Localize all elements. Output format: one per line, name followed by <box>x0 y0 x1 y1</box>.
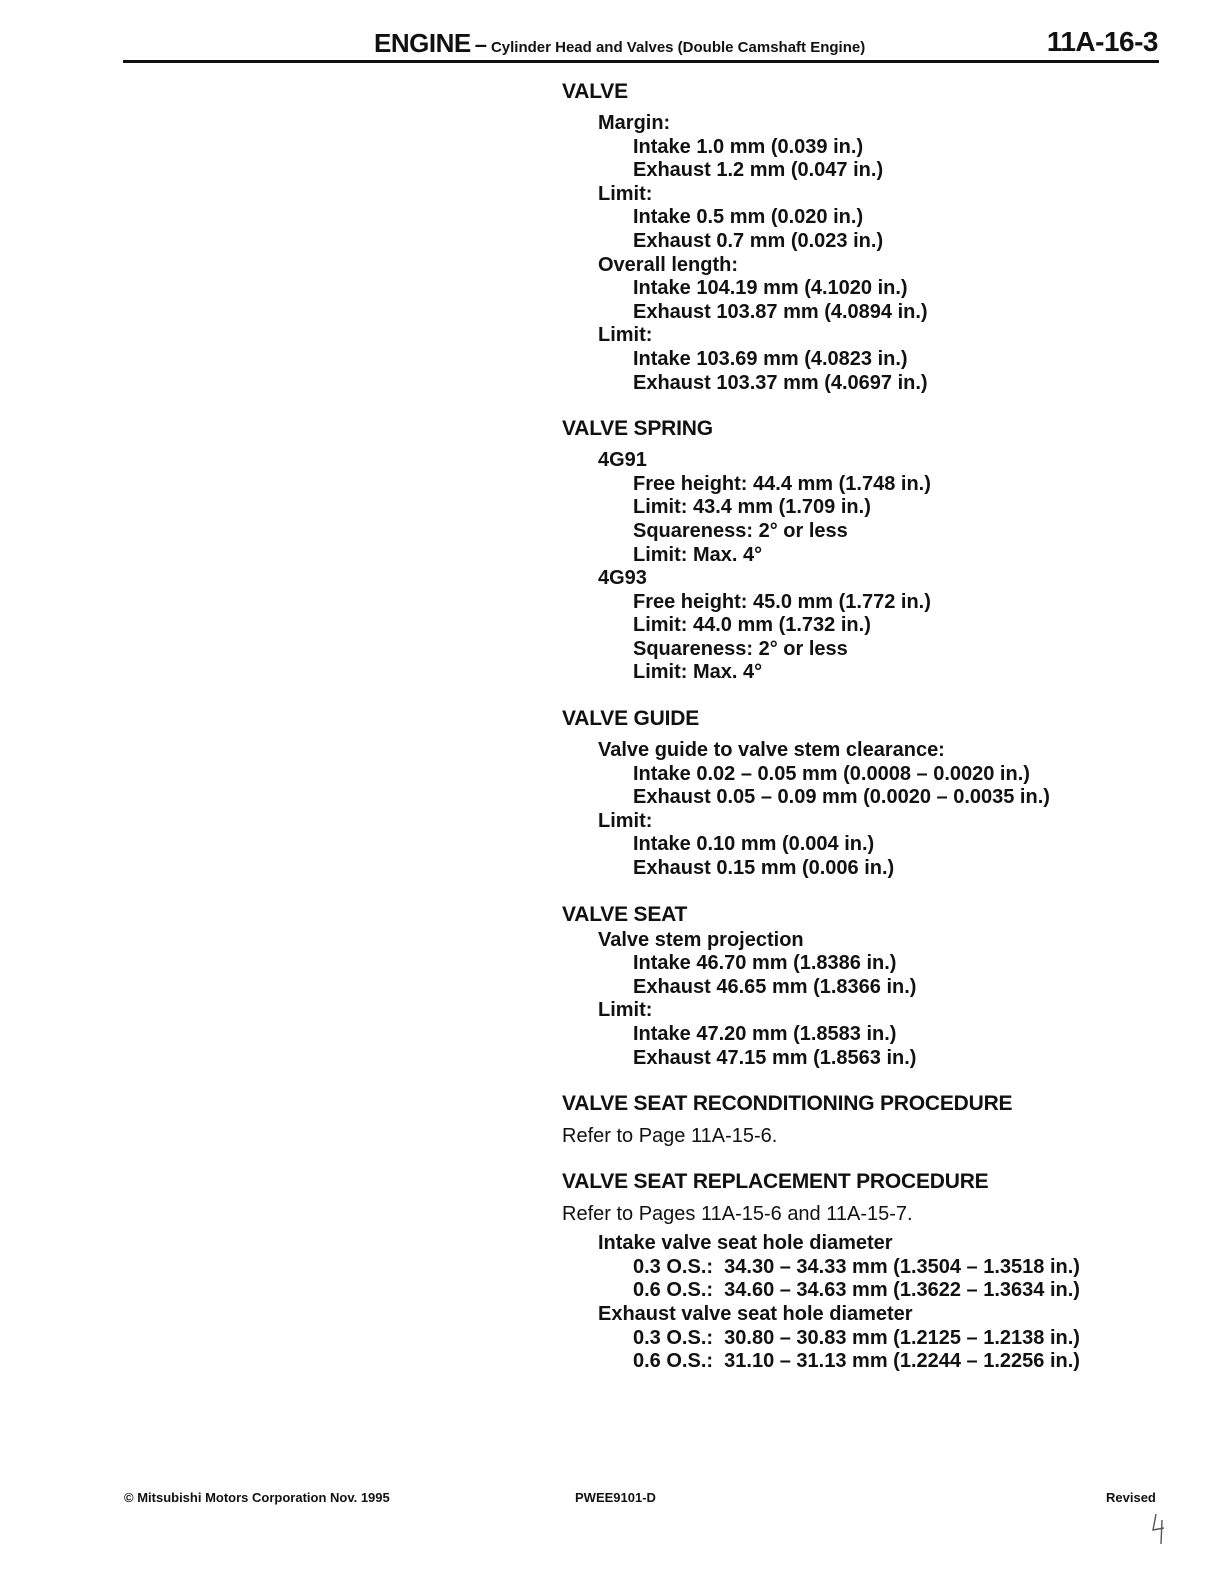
spec-value: 0.6 O.S.: 34.60 – 34.63 mm (1.3622 – 1.3634 in.) <box>633 1279 1080 1302</box>
spec-value: 0.6 O.S.: 31.10 – 31.13 mm (1.2244 – 1.2256 in.) <box>633 1350 1080 1373</box>
section-title-valve-guide: VALVE GUIDE <box>562 707 700 731</box>
spec-content <box>562 80 1162 1396</box>
spec-value: Exhaust 1.2 mm (0.047 in.) <box>633 159 884 182</box>
spec-value: Intake 46.70 mm (1.8386 in.) <box>633 952 897 975</box>
handwritten-mark <box>1148 1510 1174 1548</box>
spec-value: Exhaust 103.37 mm (4.0697 in.) <box>633 371 928 394</box>
section-title-reconditioning: VALVE SEAT RECONDITIONING PROCEDURE <box>562 1092 1013 1116</box>
spec-value: Intake 0.10 mm (0.004 in.) <box>633 833 875 856</box>
spec-value: Free height: 45.0 mm (1.772 in.) <box>633 590 931 613</box>
spec-value: Intake 0.5 mm (0.020 in.) <box>633 206 864 229</box>
spec-value: 0.3 O.S.: 30.80 – 30.83 mm (1.2125 – 1.2138 in.) <box>633 1326 1080 1349</box>
spec-heading: Limit: <box>598 182 653 205</box>
spec-value: Exhaust 0.7 mm (0.023 in.) <box>633 229 884 252</box>
spec-value: Squareness: 2° or less <box>633 637 848 660</box>
spec-value: Exhaust 47.15 mm (1.8563 in.) <box>633 1046 917 1069</box>
reference-text: Refer to Pages 11A-15-6 and 11A-15-7. <box>562 1203 913 1226</box>
section-valve <box>562 80 1162 395</box>
header-dash: – <box>474 32 487 57</box>
page-number: 11A-16-3 <box>1046 26 1158 57</box>
section-valve-seat <box>562 903 1162 1071</box>
spec-heading: Limit: <box>598 809 653 832</box>
spec-value: Exhaust 46.65 mm (1.8366 in.) <box>633 975 917 998</box>
section-replacement <box>562 1170 1162 1374</box>
section-title-replacement: VALVE SEAT REPLACEMENT PROCEDURE <box>562 1170 989 1194</box>
chapter-title: ENGINE <box>374 28 471 58</box>
section-title-valve-spring: VALVE SPRING <box>562 417 713 441</box>
spec-value: Free height: 44.4 mm (1.748 in.) <box>633 472 931 495</box>
spec-heading: Valve stem projection <box>598 928 804 951</box>
spec-value: Intake 1.0 mm (0.039 in.) <box>633 135 864 158</box>
spec-value: Intake 103.69 mm (4.0823 in.) <box>633 347 908 370</box>
spec-value: Exhaust 0.15 mm (0.006 in.) <box>633 857 895 880</box>
spec-value: Intake 47.20 mm (1.8583 in.) <box>633 1023 897 1045</box>
section-valve-guide <box>562 707 1162 881</box>
spec-value: Squareness: 2° or less <box>633 519 848 542</box>
reference-text: Refer to Page 11A-15-6. <box>562 1125 778 1148</box>
footer-copyright: © Mitsubishi Motors Corporation Nov. 1995 <box>124 1490 390 1505</box>
spec-value: 0.3 O.S.: 34.30 – 34.33 mm (1.3504 – 1.3518 in.) <box>633 1255 1080 1278</box>
footer-doc-code: PWEE9101-D <box>575 1490 656 1505</box>
spec-value: Limit: 44.0 mm (1.732 in.) <box>633 614 871 637</box>
spec-heading: Intake valve seat hole diameter <box>598 1232 893 1255</box>
spec-heading: Overall length: <box>598 253 739 276</box>
spec-heading: Margin: <box>598 112 671 134</box>
section-valve-spring <box>562 417 1162 685</box>
spec-value: Limit: 43.4 mm (1.709 in.) <box>633 496 871 519</box>
section-subtitle: Cylinder Head and Valves (Double Camshaft Engine) <box>490 39 866 56</box>
spec-heading: Valve guide to valve stem clearance: <box>598 739 945 762</box>
spec-value: Exhaust 0.05 – 0.09 mm (0.0020 – 0.0035 in.) <box>633 786 1050 809</box>
page-header <box>374 28 865 59</box>
spec-heading: Limit: <box>598 324 653 347</box>
spec-value: Intake 0.02 – 0.05 mm (0.0008 – 0.0020 in.) <box>633 762 1030 785</box>
spec-value: Intake 104.19 mm (4.1020 in.) <box>633 277 908 300</box>
header-rule <box>123 60 1159 63</box>
spec-heading: 4G93 <box>598 567 647 590</box>
section-title-valve-seat: VALVE SEAT <box>562 902 688 926</box>
section-title-valve: VALVE <box>562 80 628 103</box>
spec-heading: Exhaust valve seat hole diameter <box>598 1302 913 1325</box>
spec-value: Exhaust 103.87 mm (4.0894 in.) <box>633 300 928 323</box>
spec-value: Limit: Max. 4° <box>633 661 763 684</box>
section-reconditioning <box>562 1092 1162 1148</box>
footer-revised: Revised <box>1106 1490 1156 1505</box>
spec-heading: Limit: <box>598 999 653 1022</box>
spec-heading: 4G91 <box>598 449 647 472</box>
spec-value: Limit: Max. 4° <box>633 543 763 566</box>
